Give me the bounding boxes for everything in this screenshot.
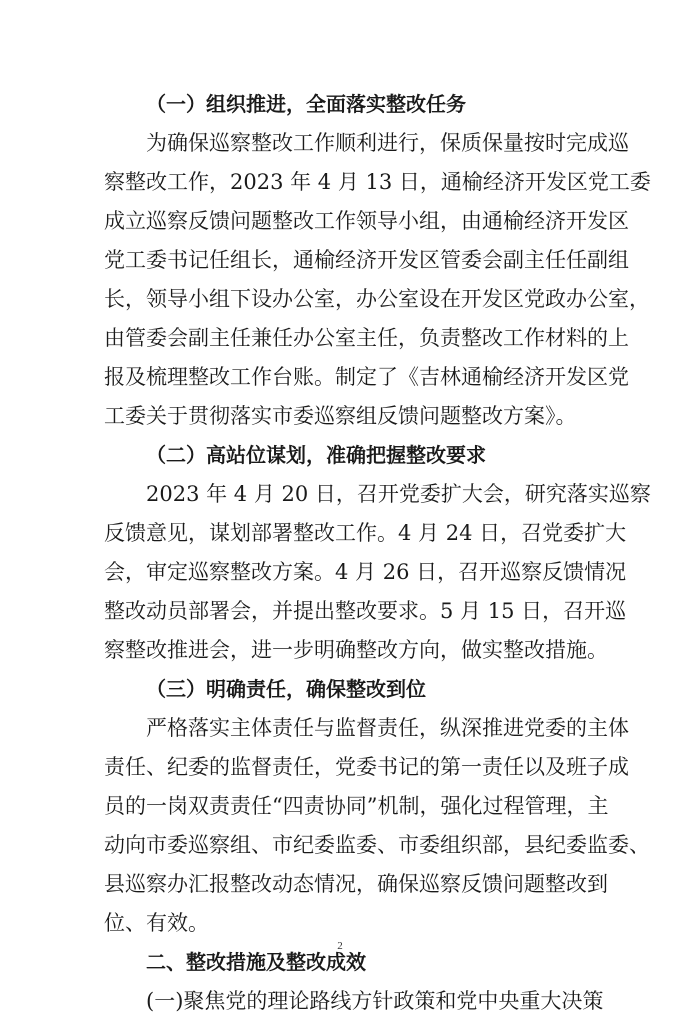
paragraph-line: 县巡察办汇报整改动态情况，确保巡察反馈问题整改到 [104,872,608,896]
sub-heading: (一)聚焦党的理论路线方针政策和党中央重大决策 [146,989,604,1013]
section-heading-2: （二）高站位谋划，准确把握整改要求 [146,443,486,467]
paragraph-line: 动向市委巡察组、市纪委监委、市委组织部，县纪委监委、 [104,833,650,857]
paragraph-line: 责任、纪委的监督责任，党委书记的第一责任以及班子成 [104,755,629,779]
paragraph-line: 整改动员部署会，并提出整改要求。5 月 15 日，召开巡 [104,599,627,623]
paragraph-line: 成立巡察反馈问题整改工作领导小组，由通榆经济开发区 [104,209,629,233]
paragraph-line: 反馈意见，谋划部署整改工作。4 月 24 日，召党委扩大 [104,521,627,545]
part-heading: 二、整改措施及整改成效 [146,950,366,974]
paragraph-line: 由管委会副主任兼任办公室主任，负责整改工作材料的上 [104,326,629,350]
paragraph-line: 员的一岗双责责任“四责协同”机制，强化过程管理，主 [104,794,609,818]
page-number: 2 [337,940,343,952]
paragraph-line: 察整改推进会，进一步明确整改方向，做实整改措施。 [104,638,608,662]
paragraph-line: 为确保巡察整改工作顺利进行，保质保量按时完成巡 [146,131,629,155]
paragraph-line: 长，领导小组下设办公室，办公室设在开发区党政办公室， [104,287,650,311]
paragraph-line: 位、有效。 [104,911,209,935]
paragraph-line: 会，审定巡察整改方案。4 月 26 日，召开巡察反馈情况 [104,560,627,584]
section-heading-1: （一）组织推进，全面落实整改任务 [146,92,466,116]
paragraph-line: 党工委书记任组长，通榆经济开发区管委会副主任任副组 [104,248,629,272]
paragraph-line: 察整改工作，2023 年 4 月 13 日，通榆经济开发区党工委 [104,170,651,194]
paragraph-line: 2023 年 4 月 20 日，召开党委扩大会，研究落实巡察 [146,482,651,506]
paragraph-line: 报及梳理整改工作台账。制定了《吉林通榆经济开发区党 [104,365,629,389]
paragraph-line: 工委关于贯彻落实市委巡察组反馈问题整改方案》。 [104,404,577,428]
paragraph-line: 严格落实主体责任与监督责任，纵深推进党委的主体 [146,716,629,740]
section-heading-3: （三）明确责任，确保整改到位 [146,677,426,701]
